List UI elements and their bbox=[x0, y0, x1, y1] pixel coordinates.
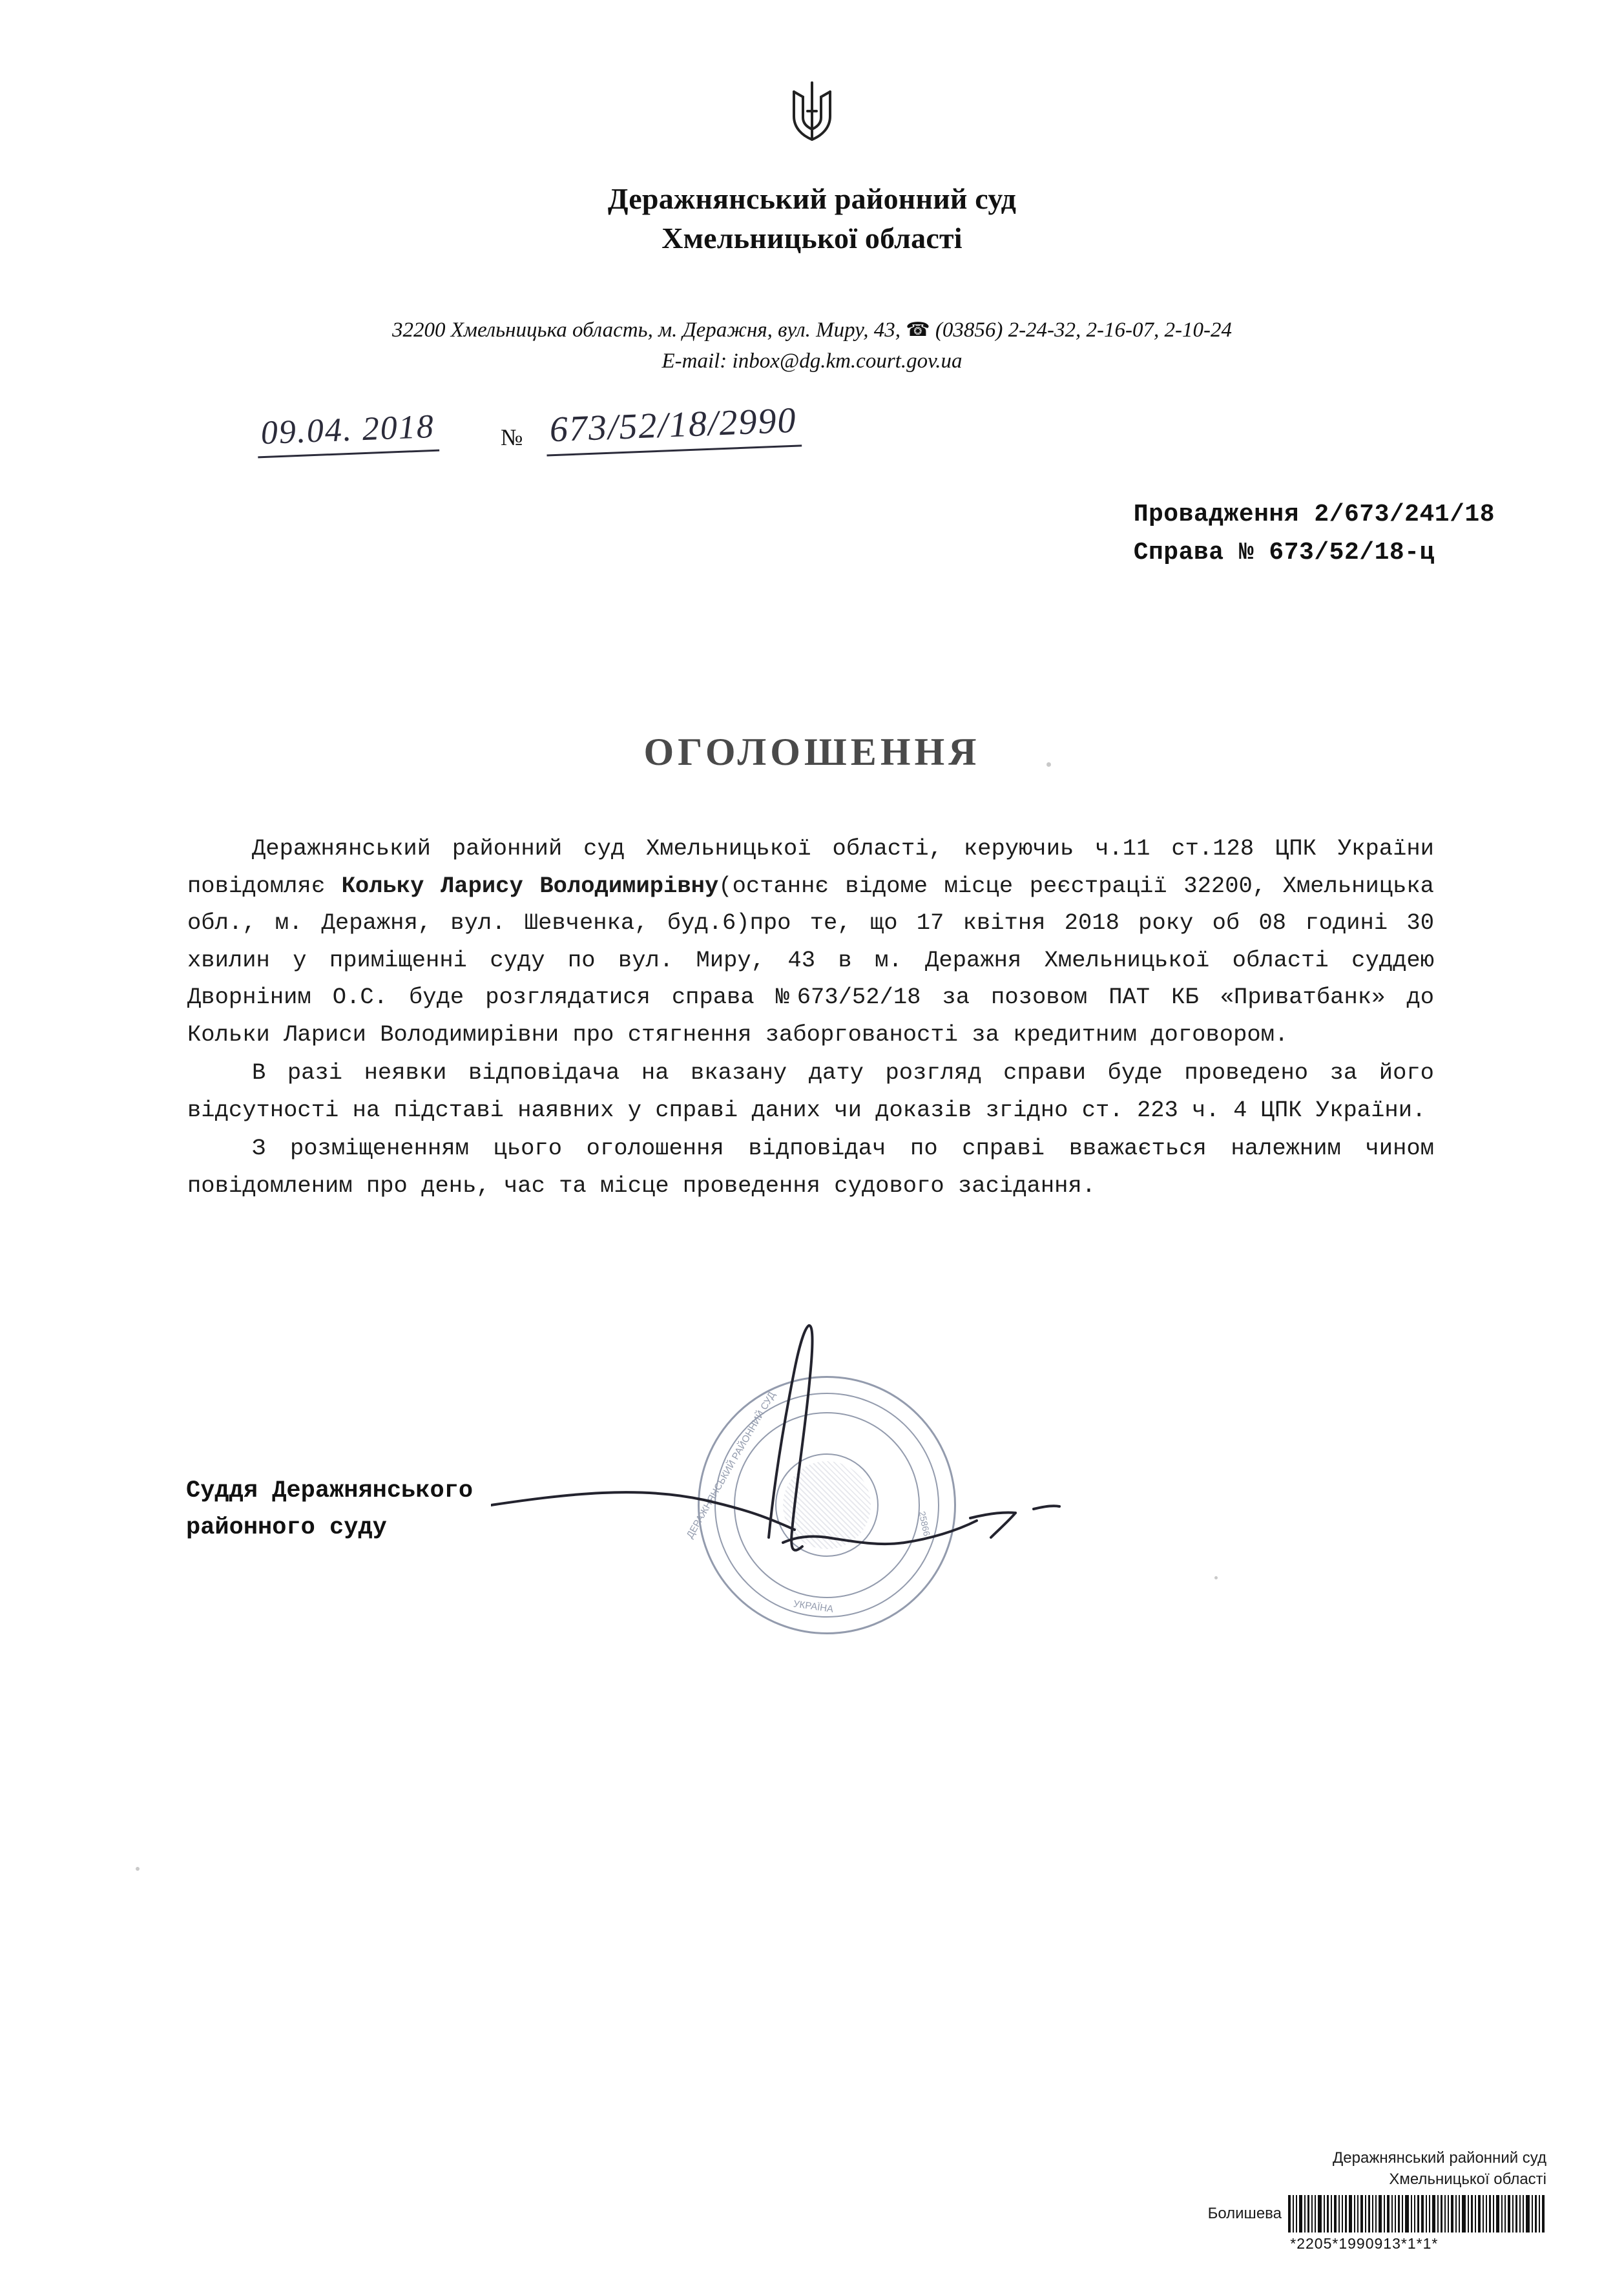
handwritten-registration-line bbox=[252, 399, 1014, 470]
court-title-line1: Деражнянський районний суд bbox=[607, 182, 1017, 215]
stamp-text-bottom: УКРАЇНА bbox=[793, 1598, 835, 1615]
footer-person-name: Болишева bbox=[1207, 2205, 1282, 2222]
court-phones: (03856) 2-24-32, 2-16-07, 2-10-24 bbox=[935, 318, 1233, 342]
respondent-name: Кольку Ларису Володимирівну bbox=[341, 872, 719, 899]
barcode-code: *2205*1990913*1*1* bbox=[1290, 2235, 1439, 2252]
case-identifiers bbox=[1134, 496, 1495, 572]
stamp-code: 25866 bbox=[917, 1510, 933, 1537]
barcode-icon bbox=[1288, 2195, 1546, 2233]
official-stamp bbox=[684, 1376, 956, 1634]
ukraine-trident-emblem bbox=[0, 78, 1624, 152]
court-title-line2: Хмельницької області bbox=[661, 221, 963, 255]
paragraph-2: В разі неявки відповідача на вказану дату розгляд справи буде проведено за його відсутності на підставі наявних у справі даних чи доказів згідно ст. 223 ч. 4 ЦПК України. bbox=[187, 1059, 1434, 1123]
case-number: Справа № 673/52/18-ц bbox=[1133, 538, 1435, 567]
paragraph-1-part-1: Деражнянський районний суд Хмельницької області, керуючиь ч.11 ст.128 ЦПК України повідомляє bbox=[187, 835, 1434, 899]
handwritten-date: 09.04. 2018 bbox=[256, 408, 439, 459]
court-title bbox=[0, 180, 1624, 258]
paragraph-3: З розміщененням цього оголошення відповідач по справі вважається належним чином повідомленим про день, час та місце проведення судового засідання. bbox=[187, 1135, 1434, 1199]
footer bbox=[1208, 2148, 1546, 2253]
signature-role-line1: Суддя Деражнянського bbox=[186, 1477, 474, 1504]
footer-court-line1: Деражнянський районний суд bbox=[1333, 2149, 1546, 2167]
paragraph-1 bbox=[187, 830, 1434, 1053]
signature-role-line2: районного суду bbox=[186, 1514, 387, 1542]
page-title: ОГОЛОШЕННЯ bbox=[643, 731, 981, 773]
signature-role bbox=[186, 1473, 473, 1547]
stamp-text-top: ДЕРАЖНЯНСЬКИЙ РАЙОННИЙ СУД bbox=[684, 1390, 778, 1541]
paragraph-1-part-2: (останнє відоме місце реєстрації 32200, Хмельницька обл., м. Деражня, вул. Шевченка, буд.6)про те, що 17 квітня 2018 року об 08 годині 30 хвилин у приміщенні суду по вул. Миру, 43 в м. Деражня Хмельницької області суддею Дворніним О.С. буде розглядатися справа №673/52/18 за позовом ПАТ КБ «Приватбанк» до Кольки Лариси Володимирівни про стягнення заборгованості за кредитним договором. bbox=[187, 872, 1434, 1048]
court-address: 32200 Хмельницька область, м. Деражня, вул. Миру, 43, bbox=[391, 318, 900, 342]
proceeding-number: Провадження 2/673/241/18 bbox=[1133, 501, 1495, 528]
number-label: № bbox=[501, 424, 523, 450]
court-contacts bbox=[0, 315, 1624, 377]
document-body bbox=[187, 830, 1434, 1205]
handwritten-number: 673/52/18/2990 bbox=[545, 399, 802, 456]
footer-court-line2: Хмельницької області bbox=[1389, 2170, 1546, 2188]
phone-icon: ☎ bbox=[906, 319, 930, 340]
court-email: E-mail: inbox@dg.km.court.gov.ua bbox=[661, 349, 963, 373]
footer-court-name bbox=[1208, 2148, 1546, 2190]
stamp-inscription bbox=[684, 1376, 956, 1634]
